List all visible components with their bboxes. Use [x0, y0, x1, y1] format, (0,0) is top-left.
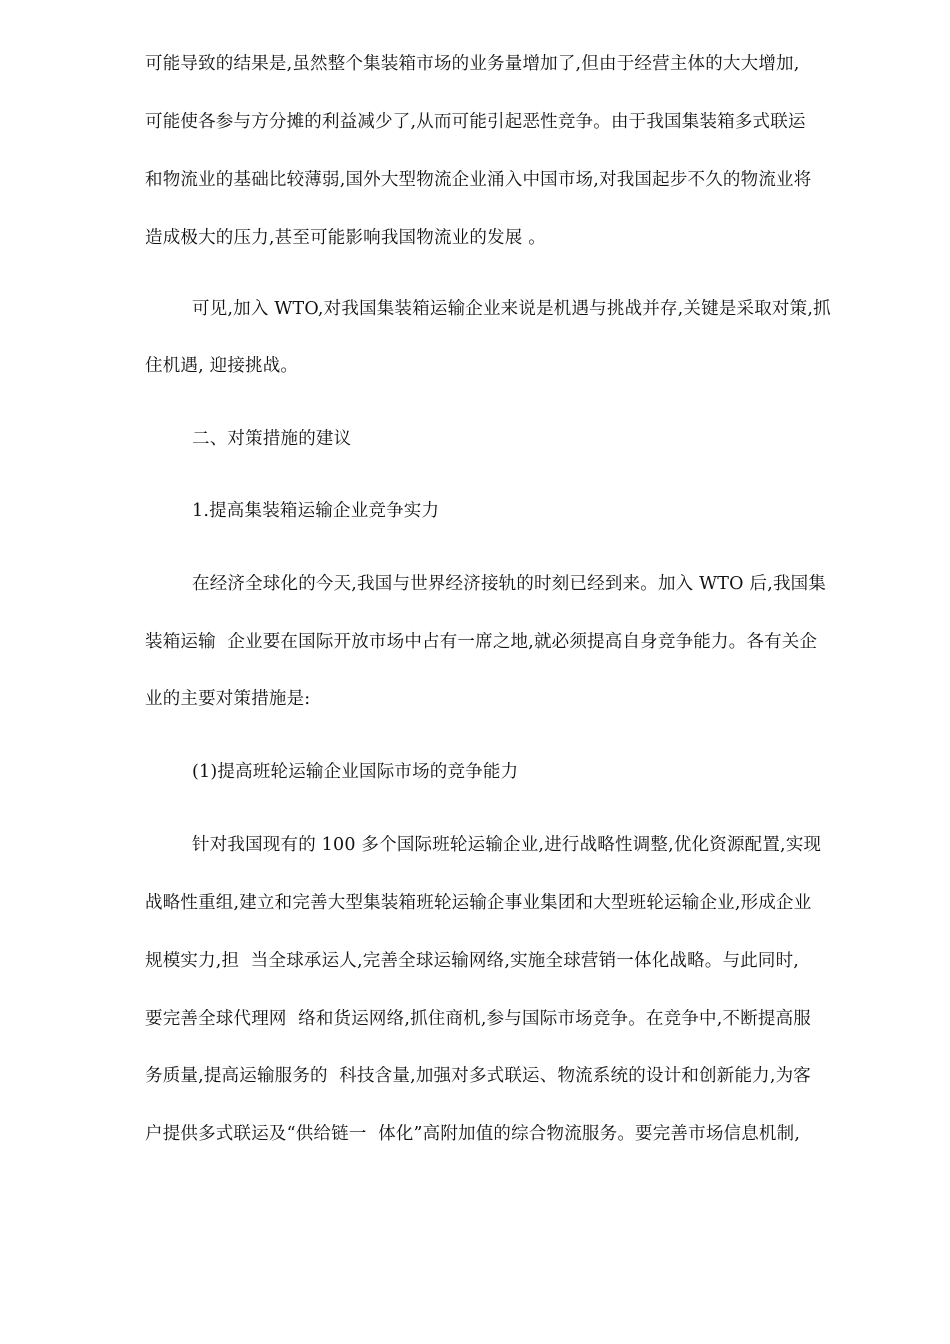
text-line: 务质量,提高运输服务的 科技含量,加强对多式联运、物流系统的设计和创新能力,为客 [145, 1066, 812, 1086]
text-line: 可能使各参与方分摊的利益减少了,从而可能引起恶性竞争。由于我国集装箱多式联运 [145, 112, 806, 132]
text-line: 住机遇, 迎接挑战。 [145, 356, 299, 376]
item-heading: (1)提高班轮运输企业国际市场的竞争能力 [192, 762, 519, 782]
subsection-heading: 1.提高集装箱运输企业竞争实力 [192, 501, 440, 521]
text-line: 战略性重组,建立和完善大型集装箱班轮运输企事业集团和大型班轮运输企业,形成企业 [145, 893, 812, 913]
text-line: 装箱运输 企业要在国际开放市场中占有一席之地,就必须提高自身竞争能力。各有关企 [145, 632, 818, 652]
text-line: 户提供多式联运及“供给链一 体化”高附加值的综合物流服务。要完善市场信息机制, [145, 1124, 801, 1144]
text-line: 业的主要对策措施是: [145, 689, 311, 709]
text-line: 要完善全球代理网 络和货运网络,抓住商机,参与国际市场竞争。在竞争中,不断提高服 [145, 1009, 812, 1029]
text-line: 可能导致的结果是,虽然整个集装箱市场的业务量增加了,但由于经营主体的大大增加, [145, 54, 800, 74]
text-line: 可见,加入 WTO,对我国集装箱运输企业来说是机遇与挑战并存,关键是采取对策,抓 [192, 299, 831, 319]
text-line: 规模实力,担 当全球承运人,完善全球运输网络,实施全球营销一体化战略。与此同时, [145, 951, 800, 971]
text-line: 在经济全球化的今天,我国与世界经济接轨的时刻已经到来。加入 WTO 后,我国集 [192, 574, 827, 594]
section-heading: 二、对策措施的建议 [192, 429, 352, 449]
text-line: 和物流业的基础比较薄弱,国外大型物流企业涌入中国市场,对我国起步不久的物流业将 [145, 170, 812, 190]
text-line: 针对我国现有的 100 多个国际班轮运输企业,进行战略性调整,优化资源配置,实现 [192, 835, 822, 855]
text-line: 造成极大的压力,甚至可能影响我国物流业的发展 。 [145, 228, 546, 248]
